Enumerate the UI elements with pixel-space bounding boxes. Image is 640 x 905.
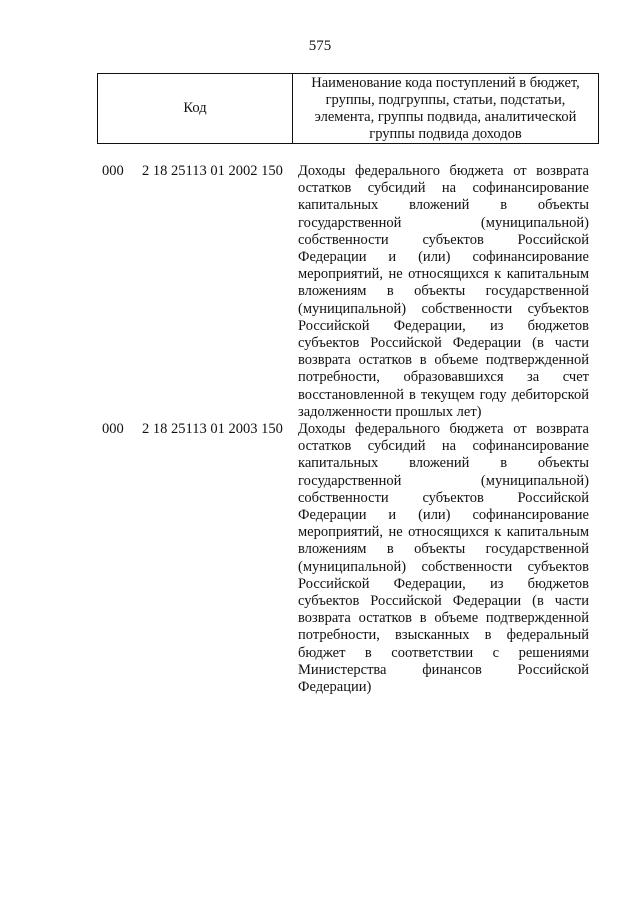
page-number: 575 [308,38,332,54]
entry-description [298,163,589,421]
entry-description-line: вложениям в объекты государственной [298,283,589,300]
header-code-cell: Код [98,74,293,143]
entry-description-line: мероприятий, не относящихся к капитальным [298,266,589,283]
entry-description-line: бюджет в соответствии с решениями [298,644,589,661]
entry-description-line: (муниципальной) собственности субъектов [298,558,589,575]
entry-description-line: собственности субъектов Российской [298,489,589,506]
entry-description-line: остатков субсидий на софинансирование [298,438,589,455]
entry-description-line: задолженности прошлых лет) [298,403,482,420]
entry-row [0,163,640,421]
entry-description-line: субъектов Российской Федерации (в части [298,335,589,352]
table-header [97,73,599,144]
entry-description-line: возврата остатков в объеме подтвержденной [298,352,589,369]
entry-description-line: Министерства финансов Российской [298,661,589,678]
entry-description-line: (муниципальной) собственности субъектов [298,300,589,317]
entry-description-line: вложениям в объекты государственной [298,541,589,558]
entry-description-line: мероприятий, не относящихся к капитальным [298,524,589,541]
entry-description-line: остатков субсидий на софинансирование [298,180,589,197]
entry-description-line: Федерации и (или) софинансирование [298,507,589,524]
entry-code: 2 18 25113 01 2003 150 [142,421,283,438]
entry-description-line: капитальных вложений в объекты [298,197,589,214]
entry-description-line: потребности, образовавшихся за счет [298,369,589,386]
entry-description-line: Российской Федерации, из бюджетов [298,317,589,334]
entry-description-line: капитальных вложений в объекты [298,455,589,472]
entry-description-line: Российской Федерации, из бюджетов [298,575,589,592]
entry-row [0,421,640,696]
entry-description-line: потребности, взысканных в федеральный [298,627,589,644]
entry-description-line: Доходы федерального бюджета от возврата [298,163,589,179]
entry-description-line: субъектов Российской Федерации (в части [298,593,589,610]
header-name-cell: Наименование кода поступлений в бюджет, группы, подгруппы, статьи, подстатьи, элемента, группы подвида, аналитической группы подвида доходов [311,74,580,142]
entry-description-line: собственности субъектов Российской [298,231,589,248]
entry-description [298,421,589,696]
entry-admin-code: 000 [102,163,124,179]
entry-description-line: государственной (муниципальной) [298,214,589,231]
entry-description-line: Доходы федерального бюджета от возврата [298,421,589,438]
entry-description-line: восстановленной в текущем году дебиторской [298,386,589,403]
entry-description-line: Федерации и (или) софинансирование [298,249,589,266]
entries-list [0,163,640,696]
entry-description-line: государственной (муниципальной) [298,472,589,489]
entry-admin-code: 000 [102,421,124,438]
entry-description-line: Федерации) [298,679,372,696]
entry-code: 2 18 25113 01 2002 150 [142,163,283,179]
entry-description-line: возврата остатков в объеме подтвержденной [298,610,589,627]
